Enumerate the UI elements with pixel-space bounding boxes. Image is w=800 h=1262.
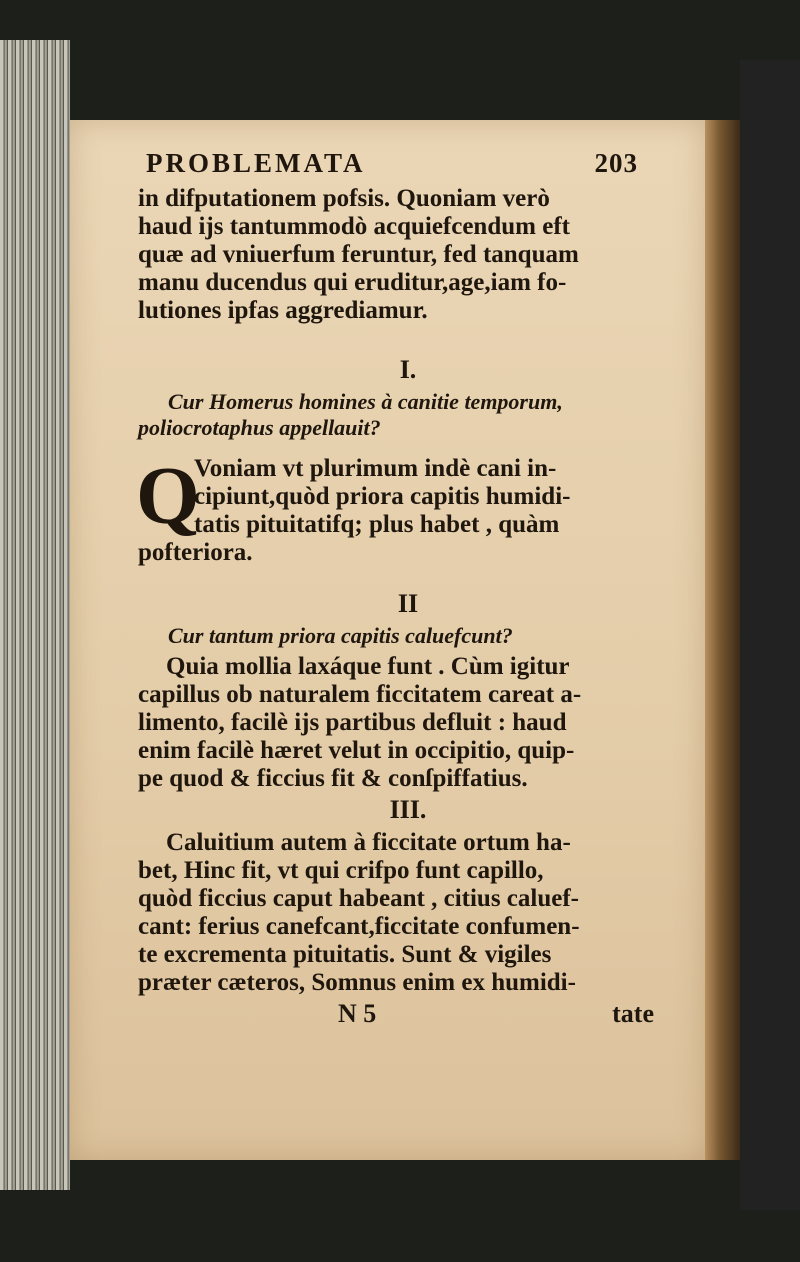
- page-edges: [0, 40, 70, 1190]
- text-line: cipiunt,quòd priora capitis humidi-: [194, 483, 571, 510]
- section-numeral: II: [397, 589, 419, 618]
- intro-paragraph: [138, 185, 678, 325]
- page-footer: [138, 999, 678, 1029]
- text-line: bet, Hinc fit, vt qui crifpo funt capillo,: [138, 857, 544, 884]
- drop-capital: Q: [136, 450, 200, 541]
- section-numeral: III.: [389, 795, 427, 824]
- text-line: lutiones ipfas aggrediamur.: [138, 297, 428, 324]
- text-line: manu ducendus qui eruditur,age,iam fo-: [138, 269, 567, 296]
- text-line: limento, facilè ijs partibus defluit : haud: [138, 709, 567, 736]
- catchword: tate: [612, 999, 654, 1028]
- text-line: quæ ad vniuerfum feruntur, fed tanquam: [138, 241, 579, 268]
- question-line: Cur tantum priora capitis caluefcunt?: [168, 623, 513, 648]
- text-line: haud ijs tantummodò acquiefcendum eft: [138, 213, 570, 240]
- text-line: in difputationem pofsis. Quoniam verò: [138, 185, 550, 212]
- text-line: cant: ferius canefcant,ficcitate confumen-: [138, 913, 580, 940]
- text-line: Quia mollia laxáque funt . Cùm igitur: [166, 653, 570, 680]
- signature-mark: N 5: [338, 999, 377, 1028]
- running-title: PROBLEMATA: [146, 148, 366, 178]
- text-line: te excrementa pituitatis. Sunt & vigiles: [138, 941, 552, 968]
- text-line: tatis pituitatifq; plus habet , quàm: [194, 511, 560, 538]
- page-text: [138, 148, 678, 1029]
- running-header: [146, 148, 678, 179]
- answer-paragraph: [138, 653, 678, 793]
- text-line: quòd ficcius caput habeant , citius caluef-: [138, 885, 580, 912]
- text-line: enim facilè hæret velut in occipitio, quip-: [138, 737, 575, 764]
- text-line: præter cæteros, Somnus enim ex humidi-: [138, 969, 576, 996]
- book-gutter: [705, 120, 740, 1160]
- background-shadow: [740, 60, 800, 1210]
- text-line: Voniam vt plurimum indè cani in-: [194, 455, 557, 482]
- text-line: pofteriora.: [138, 539, 253, 566]
- text-line: pe quod & ficcius fit & conſpiffatius.: [138, 765, 528, 792]
- page-number: 203: [594, 148, 638, 178]
- answer-paragraph: [138, 829, 678, 997]
- answer-paragraph: [136, 450, 678, 567]
- question-line: Cur Homerus homines à canitie temporum,: [168, 389, 563, 414]
- text-line: Caluitium autem à ficcitate ortum ha-: [166, 829, 571, 856]
- question-line: poliocrotaphus appellauit?: [138, 415, 381, 440]
- text-line: capillus ob naturalem ficcitatem careat a-: [138, 681, 582, 708]
- section-numeral: I.: [399, 355, 417, 384]
